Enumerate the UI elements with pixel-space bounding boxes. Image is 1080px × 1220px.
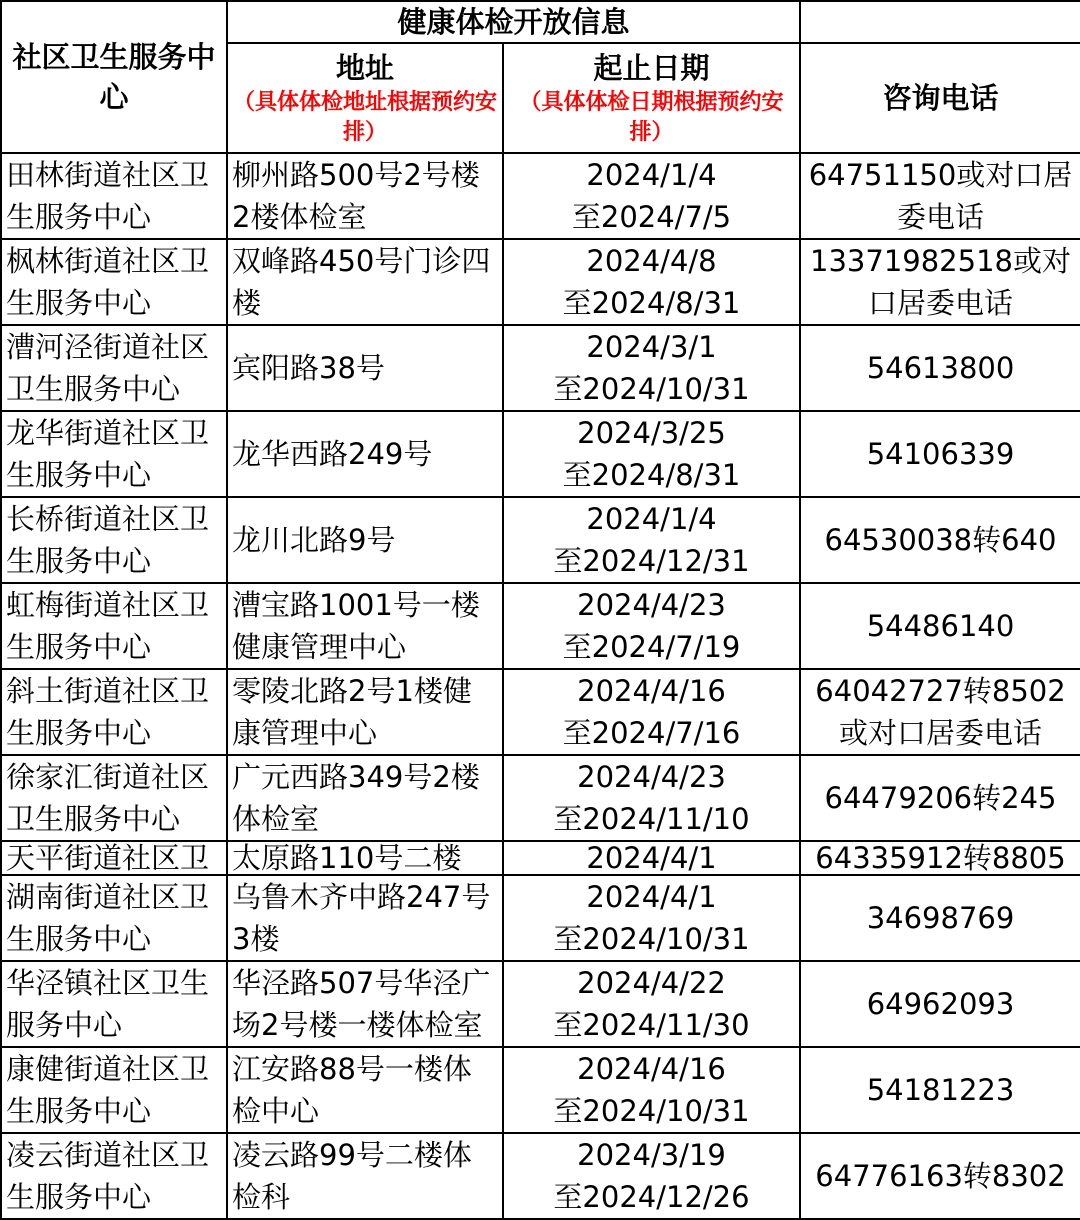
- end-date: 至2024/8/31: [562, 458, 741, 492]
- center-name: 斜土街道社区卫生服务中心: [6, 674, 210, 750]
- start-date: 2024/4/23: [577, 760, 726, 794]
- end-date: 至2024/10/31: [553, 372, 750, 406]
- end-date: 至2024/10/31: [553, 922, 750, 956]
- table-row: [1, 239, 1080, 325]
- phone: 64776163转8302: [815, 1159, 1066, 1193]
- table-row: [1, 497, 1080, 583]
- header-address: [227, 43, 503, 153]
- phone-cell: [800, 153, 1080, 239]
- address-cell: [227, 841, 503, 875]
- address-cell: [227, 153, 503, 239]
- address: 江安路88号一楼体检中心: [232, 1052, 472, 1128]
- phone: 54106339: [866, 437, 1015, 471]
- center-name-cell: [1, 325, 227, 411]
- phone-cell: [800, 841, 1080, 875]
- table-row: [1, 325, 1080, 411]
- date-range-cell: [503, 841, 800, 875]
- start-date: 2024/4/16: [577, 674, 726, 708]
- center-name-cell: [1, 1047, 227, 1133]
- center-name: 康健街道社区卫生服务中心: [6, 1052, 210, 1128]
- center-name-cell: [1, 239, 227, 325]
- start-date: 2024/4/8: [586, 244, 717, 278]
- address-cell: [227, 1133, 503, 1219]
- center-name: 龙华街道社区卫生服务中心: [6, 416, 210, 492]
- date-range-cell: [503, 755, 800, 841]
- start-date: 2024/3/19: [577, 1138, 726, 1172]
- header-dates-note: （具体体检日期根据预约安排）: [519, 90, 784, 145]
- table-row: [1, 961, 1080, 1047]
- address-cell: [227, 583, 503, 669]
- phone: 13371982518或对口居委电话: [810, 244, 1071, 320]
- phone-cell: [800, 961, 1080, 1047]
- table-row: [1, 583, 1080, 669]
- phone: 54181223: [866, 1073, 1015, 1107]
- center-name-cell: [1, 1133, 227, 1219]
- start-date: 2024/4/16: [577, 1052, 726, 1086]
- center-name: 华泾镇社区卫生服务中心: [6, 966, 210, 1042]
- header-empty-cell: [800, 1, 1080, 43]
- table-row: [1, 755, 1080, 841]
- header-phone-label: 咨询电话: [882, 81, 999, 115]
- address-cell: [227, 961, 503, 1047]
- phone-cell: [800, 669, 1080, 755]
- date-range-cell: [503, 669, 800, 755]
- start-date: 2024/4/22: [577, 966, 726, 1000]
- date-range-cell: [503, 875, 800, 961]
- address-cell: [227, 1047, 503, 1133]
- address: 华泾路507号华泾广场2号楼一楼体检室: [232, 966, 491, 1042]
- phone-cell: [800, 1047, 1080, 1133]
- start-date: 2024/3/25: [577, 416, 726, 450]
- start-date: 2024/3/1: [586, 330, 717, 364]
- date-range-cell: [503, 1047, 800, 1133]
- address: 凌云路99号二楼体检科: [232, 1138, 472, 1214]
- date-range-cell: [503, 153, 800, 239]
- phone-cell: [800, 325, 1080, 411]
- end-date: 至2024/8/31: [562, 286, 741, 320]
- center-name: 徐家汇街道社区卫生服务中心: [6, 760, 210, 836]
- center-name: 枫林街道社区卫生服务中心: [6, 244, 210, 320]
- header-community-center: [1, 1, 227, 153]
- header-dates-label: 起止日期: [593, 51, 710, 85]
- date-range-cell: [503, 325, 800, 411]
- center-name: 虹梅街道社区卫生服务中心: [6, 588, 210, 664]
- header-group-title-label: 健康体检开放信息: [397, 5, 630, 39]
- center-name-cell: [1, 841, 227, 875]
- center-name: 凌云街道社区卫生服务中心: [6, 1138, 210, 1214]
- address: 零陵北路2号1楼健康管理中心: [232, 674, 472, 750]
- phone: 64962093: [866, 987, 1015, 1021]
- center-name-cell: [1, 583, 227, 669]
- phone: 54613800: [866, 351, 1015, 385]
- address: 龙华西路249号: [232, 437, 433, 471]
- end-date: 至2024/12/26: [553, 1180, 750, 1214]
- phone: 64042727转8502或对口居委电话: [815, 674, 1066, 750]
- phone-cell: [800, 583, 1080, 669]
- start-date: 2024/1/4: [586, 502, 717, 536]
- center-name-cell: [1, 669, 227, 755]
- table-row: [1, 411, 1080, 497]
- table-row: [1, 841, 1080, 875]
- start-date: 2024/4/1: [586, 841, 717, 875]
- end-date: 至2024/10/31: [553, 1094, 750, 1128]
- date-range-cell: [503, 1133, 800, 1219]
- end-date: 至2024/11/30: [553, 1008, 750, 1042]
- header-phone: [800, 43, 1080, 153]
- center-name-cell: [1, 755, 227, 841]
- end-date: 至2024/7/5: [571, 200, 732, 234]
- header-address-label: 地址: [335, 51, 394, 85]
- center-name-cell: [1, 961, 227, 1047]
- phone-cell: [800, 411, 1080, 497]
- end-date: 至2024/7/16: [562, 716, 741, 750]
- center-name-cell: [1, 497, 227, 583]
- center-name: 湖南街道社区卫生服务中心: [6, 880, 210, 956]
- address-cell: [227, 325, 503, 411]
- phone: 64530038转640: [824, 523, 1057, 557]
- date-range-cell: [503, 497, 800, 583]
- phone-cell: [800, 875, 1080, 961]
- table-row: [1, 153, 1080, 239]
- address: 宾阳路38号: [232, 351, 385, 385]
- date-range-cell: [503, 239, 800, 325]
- table-row: [1, 1133, 1080, 1219]
- date-range-cell: [503, 411, 800, 497]
- table-row: [1, 669, 1080, 755]
- end-date: 至2024/7/19: [562, 630, 741, 664]
- header-address-note: （具体体检地址根据预约安排）: [232, 90, 497, 145]
- end-date: 至2024/12/31: [553, 544, 750, 578]
- table-row: [1, 875, 1080, 961]
- end-date: 至2024/11/10: [553, 802, 750, 836]
- header-community-center-label: 社区卫生服务中心: [12, 40, 216, 114]
- address: 漕宝路1001号一楼健康管理中心: [232, 588, 480, 664]
- start-date: 2024/4/23: [577, 588, 726, 622]
- header-group-title: [227, 1, 800, 43]
- date-range-cell: [503, 583, 800, 669]
- address: 双峰路450号门诊四楼: [232, 244, 491, 320]
- address-cell: [227, 755, 503, 841]
- start-date: 2024/1/4: [586, 158, 717, 192]
- center-name: 长桥街道社区卫生服务中心: [6, 502, 210, 578]
- header-dates: [503, 43, 800, 153]
- address: 广元西路349号2楼体检室: [232, 760, 480, 836]
- phone: 64751150或对口居委电话: [808, 158, 1073, 234]
- address-cell: [227, 497, 503, 583]
- phone: 64335912转8805: [815, 841, 1066, 875]
- table-body: [1, 153, 1080, 1219]
- center-name-cell: [1, 875, 227, 961]
- center-name-cell: [1, 153, 227, 239]
- address-cell: [227, 239, 503, 325]
- phone: 64479206转245: [824, 781, 1057, 815]
- address: 乌鲁木齐中路247号3楼: [232, 880, 491, 956]
- date-range-cell: [503, 961, 800, 1047]
- phone-cell: [800, 497, 1080, 583]
- phone-cell: [800, 239, 1080, 325]
- address: 柳州路500号2号楼2楼体检室: [232, 158, 480, 234]
- address-cell: [227, 875, 503, 961]
- center-name: 漕河泾街道社区卫生服务中心: [6, 330, 210, 406]
- address: 太原路110号二楼: [232, 841, 462, 875]
- center-name-cell: [1, 411, 227, 497]
- start-date: 2024/4/1: [586, 880, 717, 914]
- center-name: 田林街道社区卫生服务中心: [6, 158, 210, 234]
- address-cell: [227, 669, 503, 755]
- address: 龙川北路9号: [232, 523, 396, 557]
- phone: 54486140: [866, 609, 1015, 643]
- phone-cell: [800, 1133, 1080, 1219]
- address-cell: [227, 411, 503, 497]
- phone: 34698769: [866, 901, 1015, 935]
- center-name: 天平街道社区卫: [6, 841, 210, 875]
- table-row: [1, 1047, 1080, 1133]
- phone-cell: [800, 755, 1080, 841]
